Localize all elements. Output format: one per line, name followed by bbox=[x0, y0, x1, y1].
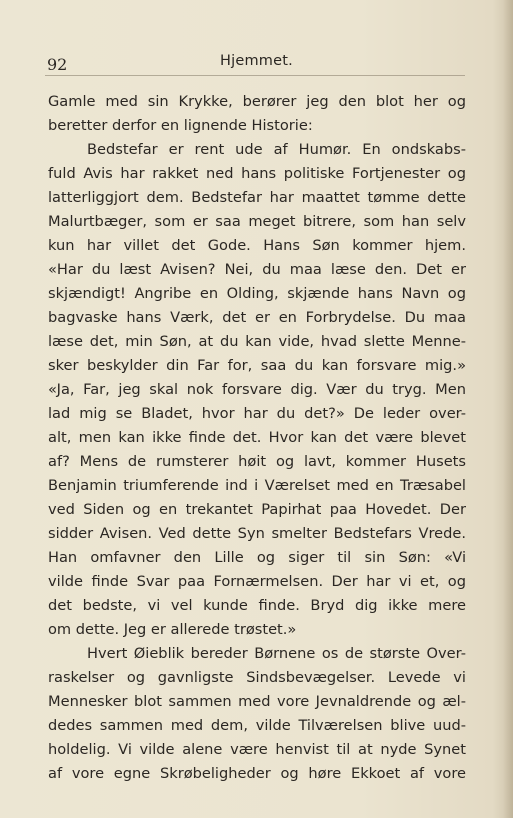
text-line: Malurtbæger, som er saa meget bitrere, som han selv bbox=[48, 213, 466, 231]
text-line: skjændigt! Angribe en Olding, skjænde hans Navn og bbox=[48, 285, 466, 303]
body-text bbox=[48, 90, 466, 786]
text-line: Benjamin triumferende ind i Værelset med en Træsabel bbox=[48, 477, 466, 495]
text-line: Gamle med sin Krykke, berører jeg den blot her og bbox=[48, 93, 466, 110]
text-line: «Ja, Far, jeg skal nok forsvare dig. Vær du tryg. Men bbox=[48, 381, 466, 399]
running-head: Hjemmet. bbox=[220, 53, 293, 69]
page-edge-shadow bbox=[503, 0, 513, 818]
text-line: fuld Avis har rakket ned hans politiske Fortjenester og bbox=[48, 165, 466, 183]
text-line: sidder Avisen. Ved dette Syn smelter Bedstefars Vrede. bbox=[48, 525, 466, 543]
text-line: alt, men kan ikke finde det. Hvor kan det være blevet bbox=[48, 429, 466, 447]
text-line: kun har villet det Gode. Hans Søn kommer hjem. bbox=[48, 237, 466, 255]
text-line: holdelig. Vi vilde alene være henvist til at nyde Synet bbox=[48, 741, 466, 759]
text-line: ved Siden og en trekantet Papirhat paa Hovedet. Der bbox=[48, 501, 466, 519]
text-line: om dette. Jeg er allerede trøstet.» bbox=[48, 621, 297, 639]
header-rule bbox=[45, 75, 465, 76]
text-line: dedes sammen med dem, vilde Tilværelsen blive uud- bbox=[48, 717, 466, 735]
text-line: af? Mens de rumsterer høit og lavt, kommer Husets bbox=[48, 453, 466, 471]
page-number: 92 bbox=[47, 55, 68, 74]
text-line: «Har du læst Avisen? Nei, du maa læse den. Det er bbox=[48, 261, 466, 279]
text-line: raskelser og gavnligste Sindsbevægelser. Levede vi bbox=[48, 669, 466, 687]
text-line: sker beskylder din Far for, saa du kan forsvare mig.» bbox=[48, 357, 466, 375]
text-line: Bedstefar er rent ude af Humør. En ondskabs- bbox=[87, 141, 466, 159]
text-line: af vore egne Skrøbeligheder og høre Ekkoet af vore bbox=[48, 765, 466, 783]
text-line: bagvaske hans Værk, det er en Forbrydelse. Du maa bbox=[48, 309, 466, 327]
text-line: latterliggjort dem. Bedstefar har maattet tømme dette bbox=[48, 189, 466, 207]
text-line: beretter derfor en lignende Historie: bbox=[48, 117, 313, 135]
text-line: læse det, min Søn, at du kan vide, hvad slette Menne- bbox=[48, 333, 466, 351]
text-line: lad mig se Bladet, hvor har du det?» De leder over- bbox=[48, 405, 466, 423]
text-line: Mennesker blot sammen med vore Jevnaldrende og æl- bbox=[48, 693, 466, 711]
text-line: Hvert Øieblik bereder Børnene os de største Over- bbox=[87, 645, 466, 663]
text-line: vilde finde Svar paa Fornærmelsen. Der har vi et, og bbox=[48, 573, 466, 591]
text-line: Han omfavner den Lille og siger til sin Søn: «Vi bbox=[48, 549, 466, 567]
text-line: det bedste, vi vel kunde finde. Bryd dig ikke mere bbox=[48, 597, 466, 615]
